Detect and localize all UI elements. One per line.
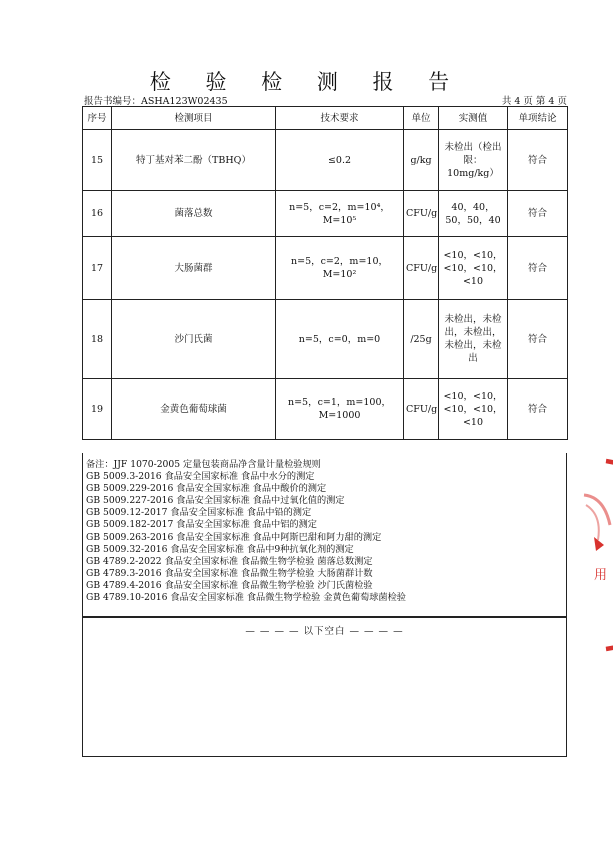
row-item: 菌落总数: [112, 191, 276, 237]
blank-below-note: — — — — 以下空白 — — — —: [245, 626, 404, 637]
report-title: 检 验 检 测 报 告: [149, 70, 464, 94]
note-line: GB 4789.4-2016 食品安全国家标准 食品微生物学检验 沙门氏菌检验: [86, 579, 373, 591]
row-unit: CFU/g: [404, 379, 439, 440]
row-unit: CFU/g: [404, 191, 439, 237]
row-item: 金黄色葡萄球菌: [112, 379, 276, 440]
row-item: 特丁基对苯二酚（TBHQ）: [112, 130, 276, 191]
row-no: 16: [83, 191, 112, 237]
row-result: 符合: [508, 300, 568, 379]
table-row: [83, 379, 568, 440]
row-requirement: n=5，c=1，m=100，M=1000: [276, 379, 404, 440]
row-value: 未检出（检出限：10mg/kg）: [439, 130, 508, 191]
row-requirement: n=5，c=0，m=0: [276, 300, 404, 379]
note-line: GB 5009.12-2017 食品安全国家标准 食品中铅的测定: [86, 507, 312, 519]
header-value: 实测值: [439, 107, 508, 130]
table-row: [83, 300, 568, 379]
official-seal-stamp: [580, 455, 613, 655]
row-no: 19: [83, 379, 112, 440]
note-line: GB 4789.2-2022 食品安全国家标准 食品微生物学检验 菌落总数测定: [86, 555, 373, 567]
row-requirement: ≤0.2: [276, 130, 404, 191]
row-value: <10，<10，<10，<10，<10: [439, 237, 508, 300]
note-line: 备注：JJF 1070-2005 定量包装商品净含量计量检验规则: [86, 459, 321, 470]
row-result: 符合: [508, 237, 568, 300]
report-number: 报告书编号：ASHA123W02435: [84, 96, 228, 107]
row-no: 17: [83, 237, 112, 300]
row-result: 符合: [508, 379, 568, 440]
row-item: 大肠菌群: [112, 237, 276, 300]
table-row: [83, 191, 568, 237]
note-line: GB 4789.3-2016 食品安全国家标准 食品微生物学检验 大肠菌群计数: [86, 567, 373, 579]
seal-text: 用: [594, 568, 608, 583]
note-line: GB 5009.3-2016 食品安全国家标准 食品中水分的测定: [86, 471, 315, 483]
row-unit: g/kg: [404, 130, 439, 191]
row-value: 未检出，未检出，未检出，未检出，未检出: [439, 300, 508, 379]
row-value: 40，40，50，50，40: [439, 191, 508, 237]
row-value: <10，<10，<10，<10，<10: [439, 379, 508, 440]
row-item: 沙门氏菌: [112, 300, 276, 379]
row-requirement: n=5，c=2，m=10，M=10²: [276, 237, 404, 300]
row-unit: CFU/g: [404, 237, 439, 300]
row-no: 18: [83, 300, 112, 379]
table-header-row: [83, 107, 568, 130]
row-result: 符合: [508, 191, 568, 237]
row-no: 15: [83, 130, 112, 191]
note-line: GB 5009.227-2016 食品安全国家标准 食品中过氧化值的测定: [86, 495, 345, 507]
table-row: [83, 130, 568, 191]
page-indicator: 共 4 页 第 4 页: [501, 96, 567, 107]
note-line: GB 5009.182-2017 食品安全国家标准 食品中铝的测定: [86, 519, 317, 531]
note-line: GB 5009.32-2016 食品安全国家标准 食品中9种抗氧化剂的测定: [86, 543, 354, 555]
note-line: GB 5009.229-2016 食品安全国家标准 食品中酸价的测定: [86, 483, 327, 495]
note-line: GB 5009.263-2016 食品安全国家标准 食品中阿斯巴甜和阿力甜的测定: [86, 531, 382, 543]
row-result: 符合: [508, 130, 568, 191]
header-result: 单项结论: [508, 107, 568, 130]
row-unit: /25g: [404, 300, 439, 379]
header-unit: 单位: [404, 107, 439, 130]
blank-section: [82, 617, 567, 757]
notes-section: [82, 453, 567, 617]
header-no: 序号: [83, 107, 112, 130]
header-requirement: 技术要求: [276, 107, 404, 130]
note-line: GB 4789.10-2016 食品安全国家标准 食品微生物学检验 金黄色葡萄球菌检验: [86, 592, 406, 604]
results-table: [82, 106, 568, 440]
table-row: [83, 237, 568, 300]
row-requirement: n=5，c=2，m=10⁴，M=10⁵: [276, 191, 404, 237]
header-item: 检测项目: [112, 107, 276, 130]
